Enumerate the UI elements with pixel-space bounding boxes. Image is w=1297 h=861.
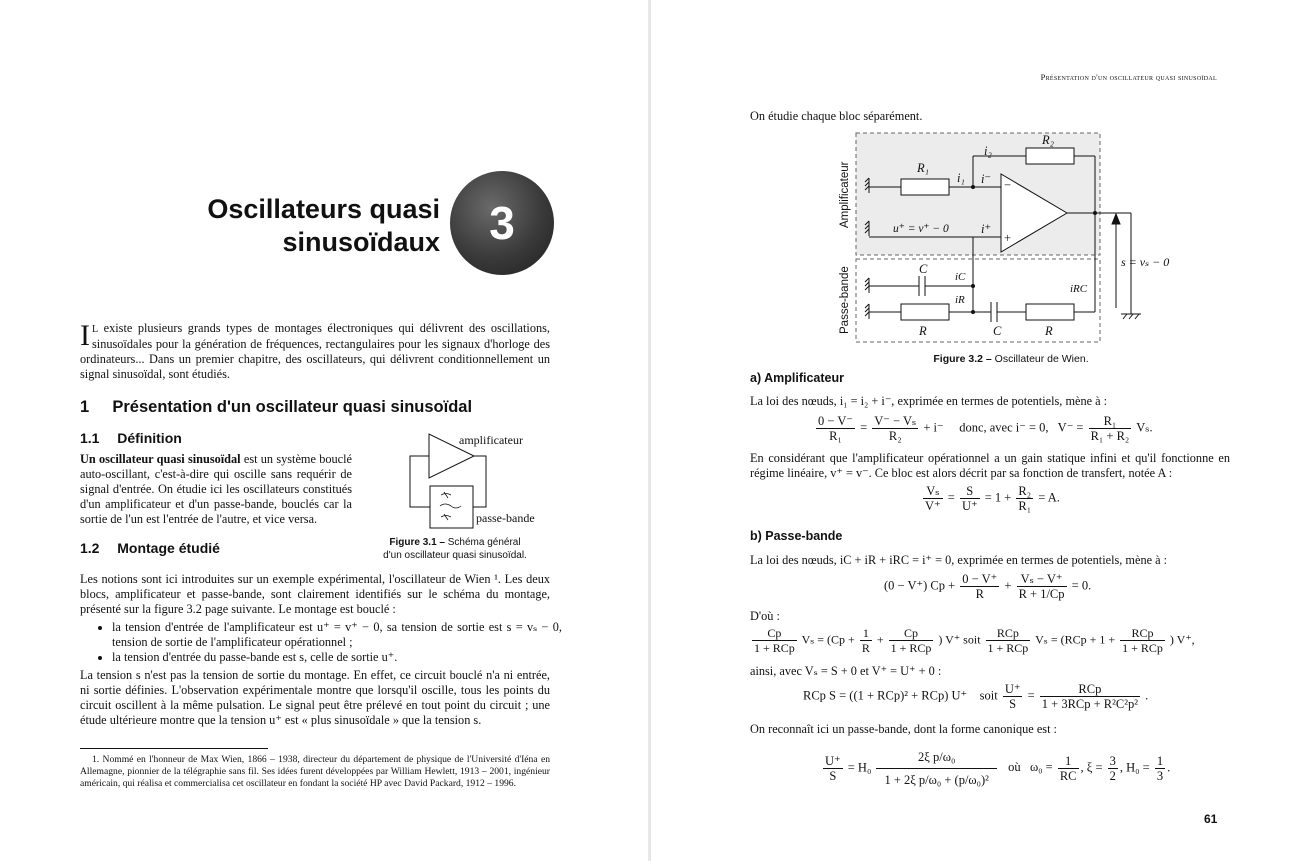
label-c-bottom: C (993, 324, 1002, 338)
running-header: Présentation d'un oscillateur quasi sinusoïdal (1040, 72, 1217, 82)
label-r1: R₁ (917, 161, 929, 175)
subsection-1-2-number: 1.2 (80, 540, 100, 556)
eq-b2-den-1: 1 + RCp (754, 641, 795, 655)
label-ic: iC (955, 271, 966, 283)
eq-b4-num-3: 3 (1109, 754, 1116, 768)
eq-b3-den-1: S (1009, 697, 1017, 711)
section-a-heading: a) Amplificateur (750, 371, 845, 385)
paragraph-1-2: Les notions sont ici introduites sur un exemple expérimental, l'oscillateur de Wien ¹. Les deux blocs, amplificateur et passe-bande, sont clairement identifiés sur le schéma du montage, présenté sur la figure 3.2 page suivante. Le montage est bouclé : (80, 572, 550, 616)
eq-b4-den-main: 1 + 2ξ p/ω₀ + (p/ω₀)² (884, 773, 989, 787)
equation-a-2: $\frac{\text{Vₛ}}{V^+}$ = $\frac{S}{U^+}$ = 1 + $\frac{\text{R₂}}{\text{R₁}}$ = A. (925, 484, 1060, 513)
eq-a1-num-3: R₁ (1089, 414, 1132, 429)
eq-b2-num-3: Cp (889, 626, 934, 641)
a-text-2: En considérant que l'amplificateur opérationnel a un gain statique infini et qu'il fonctionne en régime linéaire, v⁺ = v⁻. Ce bloc est alors décrit par sa fonction de transfert, notée A : (750, 451, 1230, 480)
eq-b2-a: Vₛ = (Cp + (801, 632, 855, 647)
eq-a1-den-3: R₁ + R₂ (1090, 429, 1130, 443)
figure-3-1-caption-line-2: d'un oscillateur quasi sinusoïdal. (383, 550, 527, 561)
intro-dropcap: I (80, 319, 90, 352)
eq-b1-den-1: R (975, 587, 984, 601)
chapter-title-line-1: Oscillateurs quasi (207, 194, 440, 224)
equation-b-3 (803, 682, 1148, 711)
intro-text: existe plusieurs grands types de montages électroniques qui délivrent des oscillations, sinusoïdales pour la génération de fréquences, rectangulaires pour les signaux d'horloge des ordinateurs... Dans un premier chapitre, des oscillateurs, qui délivrent conditionnellement un signal sinusoïdal, sont étudiés. (80, 321, 550, 381)
eq-b2-den-5: 1 + RCp (1122, 641, 1163, 655)
eq-a1-num-2: V⁻ − Vₛ (874, 414, 917, 428)
intro-smallcap: L (92, 324, 99, 335)
label-irc: iRC (1070, 283, 1088, 295)
eq-b2-c: ) V⁺ soit (938, 632, 981, 647)
eq-b4-num-2: 1 (1058, 754, 1079, 769)
eq-b3-end: . (1145, 688, 1149, 703)
bandpass-box (430, 486, 473, 528)
label-minus: − (1004, 178, 1012, 192)
subsection-1-2-title: Montage étudié (117, 540, 220, 556)
label-uplus: u⁺ = v⁺ − 0 (893, 223, 949, 235)
figure-3-1-label-amplificateur: amplificateur (459, 433, 523, 447)
label-r-bottom: R (919, 324, 927, 338)
eq-b4-den-3: 2 (1109, 769, 1116, 783)
eq-b3-num-1: U⁺ (1004, 682, 1021, 696)
eq-b1-num-2: Vₛ − V⁺ (1017, 572, 1067, 587)
label-r2: R₂ (1042, 133, 1054, 147)
eq-a2-den-1: V⁺ (925, 499, 941, 513)
eq-a2-num-1: Vₛ (923, 484, 943, 499)
left-page (0, 0, 648, 861)
eq-b2-den-3: 1 + RCp (890, 641, 932, 655)
figure-3-2-caption-bold: Figure 3.2 – (933, 353, 992, 365)
equation-b-1: (0 − V⁺) Cp + $\frac{0 - V^+}{R}$ + $\frac{\text{Vₛ − V⁺}}{R + 1/Cp}$ = 0. (884, 572, 1092, 601)
eq-a2-den-2: U⁺ (961, 499, 978, 513)
definition-paragraph (80, 452, 352, 527)
chapter-number-badge (450, 171, 554, 275)
definition-text: est un système bouclé auto-oscillant, c'est-à-dire qui oscille sans requérir de signal d'entrée. On étudie ici les oscillateurs constitués d'un amplificateur et d'un passe-bande, bouclés car la sortie de l'un est l'entrée de l'autre, et vice versa. (80, 452, 352, 526)
eq-b1-num-1: 0 − V⁺ (962, 572, 998, 586)
subsection-1-2-heading (80, 540, 220, 556)
eq-b2-e: ) V⁺, (1169, 632, 1195, 647)
section-1-title: Présentation d'un oscillateur quasi sinusoïdal (112, 398, 473, 416)
label-ir: iR (955, 294, 965, 306)
page-number: 61 (1204, 812, 1218, 826)
label-r-bottom-2: R (1045, 324, 1053, 338)
paragraph-end: La tension s n'est pas la tension de sortie du montage. En effet, ce circuit bouclé n'a ni entrée, ni sortie définies. L'observation expérimentale montre que lorsqu'il oscille, tous les points du circuit oscillent à la même pulsation. Le signal peut être prélevé en tout point du circuit ; une étude ultérieure montre que la tension u⁺ est « plus sinusoïdale » que la tension s. (80, 668, 550, 727)
eq-b4-den-2: RC (1059, 769, 1077, 783)
eq-b1-end: = 0. (1071, 578, 1092, 593)
resistor-r1 (901, 179, 949, 195)
eq-b2-d: Vₛ = (RCp + 1 + (1035, 632, 1116, 647)
subsection-1-1-heading (80, 430, 182, 446)
right-intro: On étudie chaque bloc séparément. (750, 109, 923, 123)
eq-b2-num-5: RCp (1120, 626, 1165, 641)
label-i1: i₁ (957, 171, 965, 185)
subsection-1-1-number: 1.1 (80, 430, 100, 446)
subsection-1-1-title: Définition (117, 430, 182, 446)
bandpass-block (856, 259, 1100, 342)
resistor-r-bottom-2 (1026, 304, 1074, 320)
eq-b4-den-1: S (829, 769, 837, 783)
chapter-title-line-2: sinusoïdaux (282, 227, 440, 257)
a-text-1: La loi des nœuds, i₁ = i₂ + i⁻, exprimée en termes de potentiels, mène à : (750, 394, 1108, 408)
chapter-number: 3 (489, 197, 515, 249)
eq-a1-num-1: 0 − V⁻ (818, 414, 853, 428)
eq-b2-den-4: 1 + RCp (987, 641, 1029, 655)
eq-a1-den-1: R₁ (829, 429, 842, 443)
chapter-title (150, 193, 440, 259)
resistor-r2 (1026, 148, 1074, 164)
eq-b4-ou: où ω₀ = (1008, 760, 1053, 775)
eq-a2-num-2: S (960, 484, 980, 499)
bullet-1: • la tension d'entrée de l'amplificateur est u⁺ = v⁺ − 0, sa tension de sortie est s = vₛ − 0, tension de sortie de l'amplificateur opérationnel ; (112, 620, 562, 650)
intro-paragraph (80, 321, 550, 382)
eq-a1-end: Vₛ. (1136, 420, 1153, 435)
eq-b2-num-2: 1 (860, 626, 872, 641)
section-b-heading: b) Passe-bande (750, 529, 843, 543)
label-iplus: i⁺ (981, 222, 992, 236)
label-i2: i₂ (984, 144, 992, 158)
eq-b2-den-2: R (861, 641, 870, 655)
figure-3-1-caption-line-1: Schéma général (447, 537, 521, 548)
equation-b-2 (750, 626, 1195, 655)
loop-wire-right (473, 456, 486, 507)
eq-b1-start: (0 − V⁺) Cp + (884, 578, 956, 593)
eq-a2-num-3: R₂ (1018, 484, 1032, 498)
eq-b3-num-2: RCp (1040, 682, 1140, 697)
section-1-heading (80, 398, 472, 417)
figure-3-1-caption (365, 536, 545, 562)
eq-b4-h: = H₀ (847, 760, 872, 775)
definition-bold: Un oscillateur quasi sinusoïdal (80, 452, 241, 466)
footnote: 1. Nommé en l'honneur de Max Wien, 1866 – 1938, directeur du département de physique de l'Université d'Iéna en Allemagne, pionnier de la télégraphie sans fil. Ses idées furent développées par William Hewlett, 1913 – 2001, ingénieur américain, qui réalisa et commercialisa cet oscillateur en fondant la société HP avec David Packard, 1912 – 1996. (80, 754, 550, 789)
bullet-2: • la tension d'entrée du passe-bande est s, celle de sortie u⁺. (112, 650, 562, 665)
dou-label: D'où : (750, 609, 780, 623)
label-plus: + (1004, 231, 1012, 245)
eq-b4-num-main: 2ξ p/ω₀ (876, 746, 997, 769)
ainsi-line: ainsi, avec Vₛ = S + 0 et V⁺ = U⁺ + 0 : (750, 664, 942, 678)
figure-3-1-label-passe-bande: passe-bande (476, 511, 535, 525)
label-c-top: C (919, 262, 928, 276)
label-amplificateur-vertical: Amplificateur (839, 161, 851, 228)
footnote-rule (80, 748, 268, 749)
eq-b4-xi: , ξ = (1080, 760, 1103, 775)
reconnait-line: On reconnaît ici un passe-bande, dont la forme canonique est : (750, 722, 1057, 736)
equation-a-1: $\frac{0 - V^-}{\text{R₁}}$ = $\frac{\text{V⁻ − Vₛ}}{\text{R₂}}$ + i⁻ donc, avec i⁻ = 0, V⁻ = $\frac{\text{R₁}}{\text{R₁ + R₂}}$ Vₛ. (818, 414, 1153, 443)
figure-3-2-caption-text: Oscillateur de Wien. (994, 353, 1089, 365)
eq-b4-end: . (1167, 760, 1171, 775)
eq-b2-num-4: RCp (986, 626, 1031, 641)
figure-3-2-caption (831, 353, 1191, 365)
b-text-1: La loi des nœuds, iC + iR + iRC = i⁺ = 0, exprimée en termes de potentiels, mène à : (750, 553, 1168, 567)
eq-a1-den-2: R₂ (888, 429, 902, 443)
eq-a2-end: = A. (1038, 490, 1060, 505)
equation-b-4 (821, 746, 1170, 791)
section-1-number: 1 (80, 398, 90, 416)
label-iminus: i⁻ (981, 172, 992, 186)
eq-b4-den-4: 3 (1156, 769, 1164, 783)
eq-b3-eq: = (1027, 688, 1035, 703)
eq-b3-start: RCp S = ((1 + RCp)² + RCp) U⁺ soit (803, 688, 998, 703)
label-s: s = vₛ − 0 (1121, 255, 1170, 269)
eq-b4-h0: , H₀ = (1119, 760, 1150, 775)
eq-b4-num-1: U⁺ (825, 754, 841, 768)
right-page (651, 0, 1297, 861)
eq-a1-mid: + i⁻ donc, avec i⁻ = 0, V⁻ = (923, 420, 1084, 435)
eq-b2-b: + (876, 632, 884, 647)
loop-wire-left (410, 456, 430, 507)
eq-a2-den-3: R₁ (1018, 499, 1032, 513)
eq-a2-mid: = 1 + (984, 490, 1012, 505)
bullet-list (100, 620, 562, 665)
figure-3-1-caption-bold: Figure 3.1 – (389, 537, 445, 548)
eq-b1-den-2: R + 1/Cp (1018, 587, 1065, 601)
eq-b3-den-2: 1 + 3RCp + R²C²p² (1041, 697, 1138, 711)
eq-b2-num-1: Cp (752, 626, 797, 641)
label-passe-bande-vertical: Passe-bande (839, 266, 851, 334)
eq-b4-num-4: 1 (1156, 754, 1164, 768)
resistor-r-bottom (901, 304, 949, 320)
